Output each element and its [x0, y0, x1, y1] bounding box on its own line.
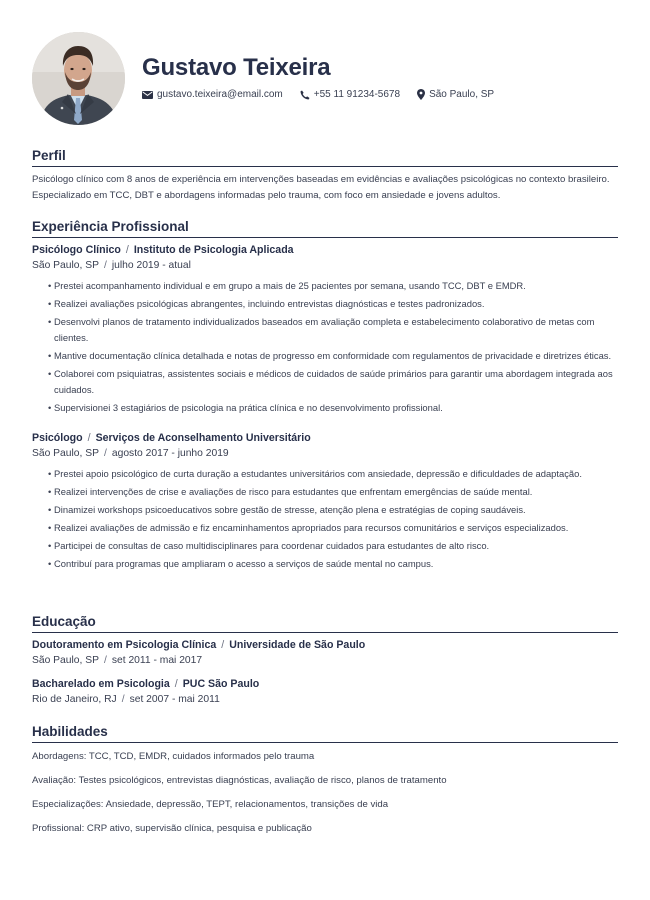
separator: / [125, 244, 129, 256]
location-text: São Paulo, SP [429, 89, 495, 100]
degree: Bacharelado em Psicologia [32, 678, 170, 690]
degree: Doutoramento em Psicologia Clínica [32, 639, 217, 651]
education-section [32, 614, 618, 708]
job-org: Serviços de Aconselhamento Universitário [95, 432, 311, 444]
bullet-item: • Realizei avaliações de admissão e fiz encaminhamentos apropriados para recursos comunitários e serviços especializados. [48, 520, 618, 536]
separator: / [121, 694, 125, 705]
section-title-skills: Habilidades [32, 724, 618, 743]
education-dates: set 2011 - mai 2017 [111, 655, 203, 666]
skills-section [32, 724, 618, 836]
bullet-item: • Realizei intervenções de crise e avaliações de risco para estudantes que enfrentam emergências de saúde mental. [48, 484, 618, 500]
education-meta [32, 692, 618, 708]
bullet-item: • Prestei apoio psicológico de curta duração a estudantes universitários com ansiedade, depressão e dificuldades de adaptação. [48, 466, 618, 482]
job-role: Psicólogo [32, 432, 83, 444]
candidate-name: Gustavo Teixeira [142, 54, 331, 81]
bullet-item: • Participei de consultas de caso multidisciplinares para coordenar cuidados para estudantes de alto risco. [48, 538, 618, 554]
contact-phone[interactable] [300, 89, 400, 100]
bullet-item: • Supervisionei 3 estagiários de psicologia na prática clínica e no desenvolvimento profissional. [48, 400, 618, 416]
job-entry [32, 430, 618, 572]
contact-email[interactable] [142, 89, 283, 100]
bullet-item: • Realizei avaliações psicológicas abrangentes, incluindo entrevistas diagnósticas e testes padronizados. [48, 296, 618, 312]
education-place: São Paulo, SP [32, 655, 99, 666]
bullet-item: • Prestei acompanhamento individual e em grupo a mais de 25 pacientes por semana, usando TCC, DBT e EMDR. [48, 278, 618, 294]
education-heading [32, 637, 618, 653]
skill-line: Avaliação: Testes psicológicos, entrevistas diagnósticas, avaliação de risco, planos de tratamento [32, 775, 447, 786]
job-role: Psicólogo Clínico [32, 244, 121, 256]
separator: / [174, 678, 178, 690]
education-entry [32, 676, 618, 708]
education-place: Rio de Janeiro, RJ [32, 694, 117, 705]
separator: / [221, 639, 225, 651]
email-text: gustavo.teixeira@email.com [157, 89, 283, 100]
education-entry [32, 637, 618, 669]
section-title-education: Educação [32, 614, 618, 633]
phone-icon [300, 90, 310, 100]
school: Universidade de São Paulo [229, 639, 366, 651]
separator: / [103, 260, 107, 271]
bullet-item: • Dinamizei workshops psicoeducativos sobre gestão de stresse, atenção plena e estratégias de coping saudáveis. [48, 502, 618, 518]
job-org: Instituto de Psicologia Aplicada [133, 244, 294, 256]
job-heading [32, 430, 618, 446]
contact-location [417, 89, 494, 100]
bullet-item: • Contribuí para programas que ampliaram o acesso a serviços de saúde mental no campus. [48, 556, 618, 572]
education-dates: set 2007 - mai 2011 [129, 694, 220, 705]
envelope-icon [142, 91, 153, 99]
separator: / [103, 655, 107, 666]
education-heading [32, 676, 618, 692]
resume-header [32, 32, 622, 126]
job-heading [32, 242, 618, 258]
job-place: São Paulo, SP [32, 260, 99, 271]
avatar [32, 32, 125, 125]
job-dates: julho 2019 - atual [111, 260, 191, 271]
separator: / [103, 448, 107, 459]
job-meta [32, 258, 618, 274]
skill-line: Abordagens: TCC, TCD, EMDR, cuidados informados pelo trauma [32, 751, 315, 762]
bullet-item: • Mantive documentação clínica detalhada e notas de progresso em conformidade com regulamentos de privacidade e diretrizes éticas. [48, 348, 618, 364]
map-pin-icon [417, 89, 425, 100]
bullet-item: • Desenvolvi planos de tratamento individualizados baseados em avaliação completa e estabelecimento colaborativo de metas com clientes. [48, 314, 618, 346]
education-meta [32, 653, 618, 669]
profile-section [32, 148, 618, 204]
job-bullets [32, 466, 618, 572]
experience-section [32, 219, 618, 574]
phone-text: +55 11 91234-5678 [313, 89, 401, 100]
section-title-profile: Perfil [32, 148, 618, 167]
skill-line: Especializações: Ansiedade, depressão, TEPT, relacionamentos, transições de vida [32, 799, 389, 810]
job-meta [32, 446, 618, 462]
section-title-experience: Experiência Profissional [32, 219, 618, 238]
bullet-item: • Colaborei com psiquiatras, assistentes sociais e médicos de cuidados de saúde primários para garantir uma abordagem integrada aos cuidados. [48, 366, 618, 398]
job-entry [32, 242, 618, 416]
job-place: São Paulo, SP [32, 448, 99, 459]
job-bullets [32, 278, 618, 416]
skill-line: Profissional: CRP ativo, supervisão clínica, pesquisa e publicação [32, 823, 312, 834]
school: PUC São Paulo [182, 678, 260, 690]
job-dates: agosto 2017 - junho 2019 [111, 448, 229, 459]
separator: / [87, 432, 91, 444]
profile-summary: Psicólogo clínico com 8 anos de experiência em intervenções baseadas em evidências e avaliações psicológicas no contexto brasileiro. Especializado em TCC, DBT e abordagens informadas pelo trauma, com foco em ansiedade e jovens adultos. [32, 174, 610, 201]
contact-info [142, 89, 511, 100]
